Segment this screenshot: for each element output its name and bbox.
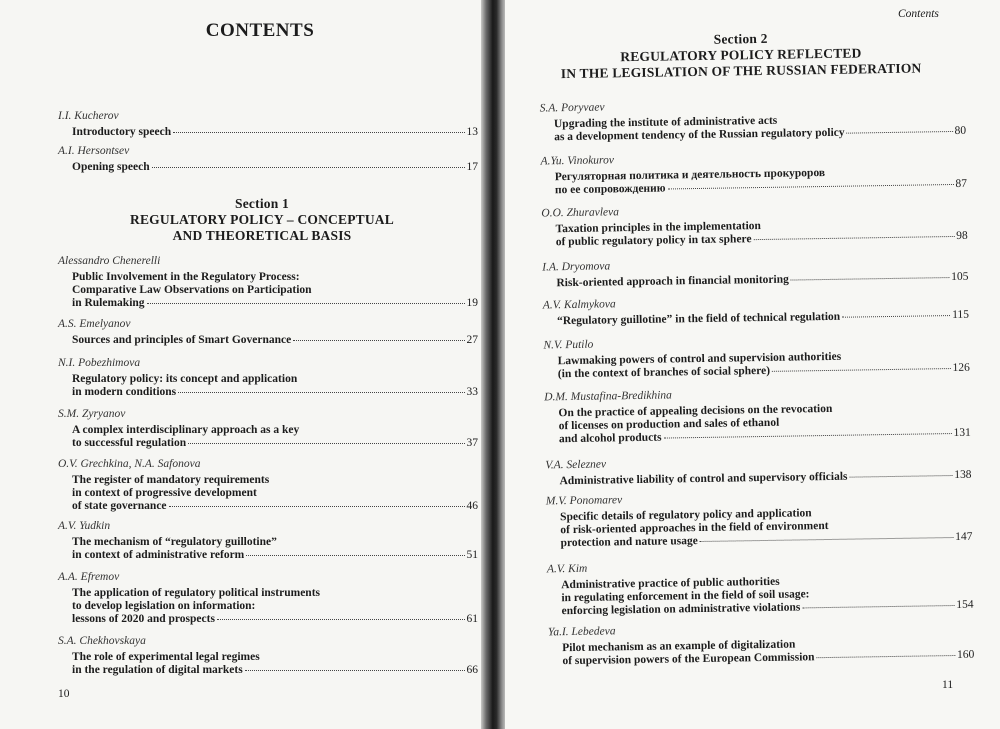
dot-leader (791, 277, 949, 280)
toc-entry-title: Risk-oriented approach in financial monitoring (556, 273, 789, 290)
toc-entry-line[interactable] (72, 500, 478, 513)
section-title: REGULATORY POLICY – CONCEPTUAL (130, 212, 394, 227)
dot-leader (847, 131, 953, 134)
dot-leader (188, 443, 464, 444)
toc-entry-title: in context of administrative reform (72, 549, 245, 561)
toc-entry-title: по ее сопровождению (554, 182, 666, 197)
toc-page-number: 66 (466, 664, 478, 676)
toc-entry-line[interactable] (72, 664, 478, 677)
toc-entry-line[interactable]: of licenses on production and sales of ethanol (558, 416, 780, 433)
toc-author: N.V. Putilo (543, 338, 594, 352)
toc-entry-title: in the regulation of digital markets (72, 664, 243, 676)
toc-author: S.M. Zyryanov (58, 408, 126, 420)
toc-entry-line[interactable]: On the practice of appealing decisions on the revocation (558, 402, 833, 420)
left-page-number: 10 (58, 688, 70, 700)
toc-entry-line[interactable]: in context of progressive development (72, 487, 257, 499)
toc-author: A.V. Kim (546, 562, 588, 576)
toc-page-number: 87 (955, 177, 968, 190)
toc-author: I.A. Dryomova (542, 260, 611, 274)
toc-author: I.I. Kucherov (58, 110, 119, 122)
toc-entry-title: Administrative liability of control and supervisory officials (559, 470, 848, 488)
toc-entry-line[interactable]: Lawmaking powers of control and supervision authorities (557, 350, 842, 368)
toc-author: Ya.I. Lebedeva (547, 625, 616, 639)
dot-leader (842, 315, 950, 318)
toc-author: D.M. Mustafina-Bredikhina (544, 389, 672, 404)
toc-author: A.Yu. Vinokurov (540, 154, 615, 168)
dot-leader (754, 236, 955, 240)
section-title: AND THEORETICAL BASIS (172, 228, 352, 243)
toc-entry-line[interactable]: Pilot mechanism as an example of digitalization (562, 638, 796, 655)
toc-entry-line[interactable]: Regulatory policy: its concept and application (72, 373, 298, 385)
toc-author: V.A. Seleznev (545, 458, 607, 472)
toc-entry-line[interactable]: Taxation principles in the implementation (555, 220, 762, 236)
toc-entry-line[interactable] (72, 161, 478, 174)
dot-leader (173, 132, 464, 133)
toc-page-number: 46 (466, 500, 478, 512)
toc-author: M.V. Ponomarev (545, 494, 623, 508)
toc-entry-title: Opening speech (72, 161, 150, 173)
toc-author: N.I. Pobezhimova (58, 357, 141, 369)
toc-entry-line[interactable]: The register of mandatory requirements (72, 474, 270, 486)
right-page-number: 11 (942, 679, 954, 691)
toc-entry-title: lessons of 2020 and prospects (72, 613, 215, 625)
toc-entry-line[interactable] (72, 126, 478, 139)
toc-entry-line[interactable] (556, 271, 968, 290)
toc-entry-line[interactable] (72, 437, 478, 450)
toc-entry-title: Sources and principles of Smart Governance (72, 334, 292, 346)
toc-entry-title: as a development tendency of the Russian regulatory policy (554, 126, 845, 144)
toc-entry-title: to successful regulation (72, 437, 187, 449)
toc-entry-line[interactable]: Регуляторная политика и деятельность прокуроров (554, 166, 826, 184)
toc-page-number: 61 (466, 613, 478, 625)
toc-entry-title: of public regulatory policy in tax sphere (555, 233, 752, 249)
toc-author: A.S. Emelyanov (58, 318, 131, 330)
toc-entry-title: Introductory speech (72, 126, 172, 138)
toc-page-number: 27 (466, 334, 478, 346)
toc-author: A.V. Kalmykova (542, 298, 616, 312)
toc-page-number: 33 (466, 386, 478, 398)
toc-page-number: 160 (956, 648, 975, 661)
toc-entry-line[interactable]: The mechanism of “regulatory guillotine” (72, 536, 277, 548)
dot-leader (664, 433, 952, 439)
toc-entry-line[interactable]: Public Involvement in the Regulatory Process: (72, 271, 300, 283)
right-page (505, 0, 1000, 729)
toc-page-number: 131 (953, 426, 971, 440)
toc-page-number: 19 (466, 297, 478, 309)
toc-entry-title: of state governance (72, 500, 167, 512)
toc-entry-line[interactable]: The role of experimental legal regimes (72, 651, 260, 663)
toc-author: S.A. Chekhovskaya (58, 635, 146, 647)
toc-page-number: 98 (956, 229, 968, 242)
toc-page-number: 105 (951, 270, 969, 284)
toc-page-number: 147 (955, 530, 973, 543)
toc-page-number: 51 (466, 549, 478, 561)
toc-entry-line[interactable]: Administrative practice of public authorities (561, 575, 780, 592)
toc-author: O.O. Zhuravleva (541, 206, 620, 220)
toc-entry-line[interactable] (72, 297, 478, 310)
section-label: Section 2 (713, 30, 768, 47)
section-label: Section 1 (235, 196, 289, 211)
toc-entry-title: enforcing legislation on administrative violations (561, 601, 801, 618)
toc-author: S.A. Poryvaev (539, 101, 605, 115)
dot-leader (246, 555, 464, 556)
toc-page-number: 37 (466, 437, 478, 449)
book-gutter (481, 0, 507, 729)
toc-page-number: 154 (956, 598, 974, 611)
toc-entry-title: and alcohol products (558, 431, 662, 446)
toc-entry-title: in Rulemaking (72, 297, 145, 309)
toc-entry-line[interactable]: in regulating enforcement in the field of soil usage: (561, 588, 810, 605)
toc-entry-title: of supervision powers of the European Commission (562, 651, 815, 668)
dot-leader (178, 392, 464, 393)
dot-leader (817, 655, 956, 658)
toc-page-number: 126 (952, 361, 970, 375)
toc-entry-line[interactable] (559, 469, 971, 488)
dot-leader (293, 340, 464, 341)
toc-page-number: 138 (954, 468, 972, 482)
dot-leader (772, 368, 951, 372)
toc-entry-line[interactable]: The application of regulatory political instruments (72, 587, 320, 599)
section-title: IN THE LEGISLATION OF THE RUSSIAN FEDERATION (560, 60, 922, 82)
toc-entry-title: “Regulatory guillotine” in the field of technical regulation (556, 310, 841, 328)
dot-leader (700, 537, 953, 542)
toc-page-number: 80 (954, 124, 967, 137)
toc-page-number: 13 (466, 126, 478, 138)
left-page (0, 0, 484, 729)
toc-entry-line[interactable] (72, 386, 478, 399)
toc-entry-title: in modern conditions (72, 386, 177, 398)
toc-entry-line[interactable] (72, 549, 478, 562)
toc-entry-title: (in the context of branches of social sphere) (557, 364, 771, 381)
toc-entry-line[interactable] (72, 613, 478, 626)
dot-leader (849, 475, 952, 478)
dot-leader (169, 506, 465, 507)
dot-leader (217, 619, 465, 620)
toc-page-number: 115 (952, 308, 970, 322)
toc-entry-line[interactable]: of risk-oriented approaches in the field of environment (560, 519, 829, 537)
toc-entry-line[interactable]: to develop legislation on information: (72, 600, 256, 612)
section-title: REGULATORY POLICY REFLECTED (620, 45, 862, 65)
dot-leader (152, 167, 465, 168)
dot-leader (245, 670, 465, 671)
toc-page-number: 17 (466, 161, 478, 173)
toc-entry-title: protection and nature usage (560, 535, 698, 550)
toc-entry-line[interactable] (72, 334, 478, 347)
toc-author: Alessandro Chenerelli (58, 255, 161, 267)
toc-author: A.I. Hersontsev (58, 145, 130, 157)
contents-title: CONTENTS (205, 20, 315, 41)
dot-leader (668, 184, 954, 189)
toc-entry-line[interactable]: Upgrading the institute of administrative acts (553, 114, 778, 131)
toc-entry-line[interactable] (557, 309, 969, 328)
toc-entry-line[interactable]: A complex interdisciplinary approach as a key (72, 424, 300, 436)
toc-author: O.V. Grechkina, N.A. Safonova (58, 458, 201, 470)
running-head: Contents (898, 8, 939, 20)
toc-entry-line[interactable]: Comparative Law Observations on Participation (72, 284, 312, 296)
toc-entry-line[interactable]: Specific details of regulatory policy and application (560, 507, 812, 524)
toc-author: A.A. Efremov (58, 571, 120, 583)
toc-author: A.V. Yudkin (58, 520, 111, 532)
dot-leader (147, 303, 465, 304)
dot-leader (802, 605, 954, 608)
